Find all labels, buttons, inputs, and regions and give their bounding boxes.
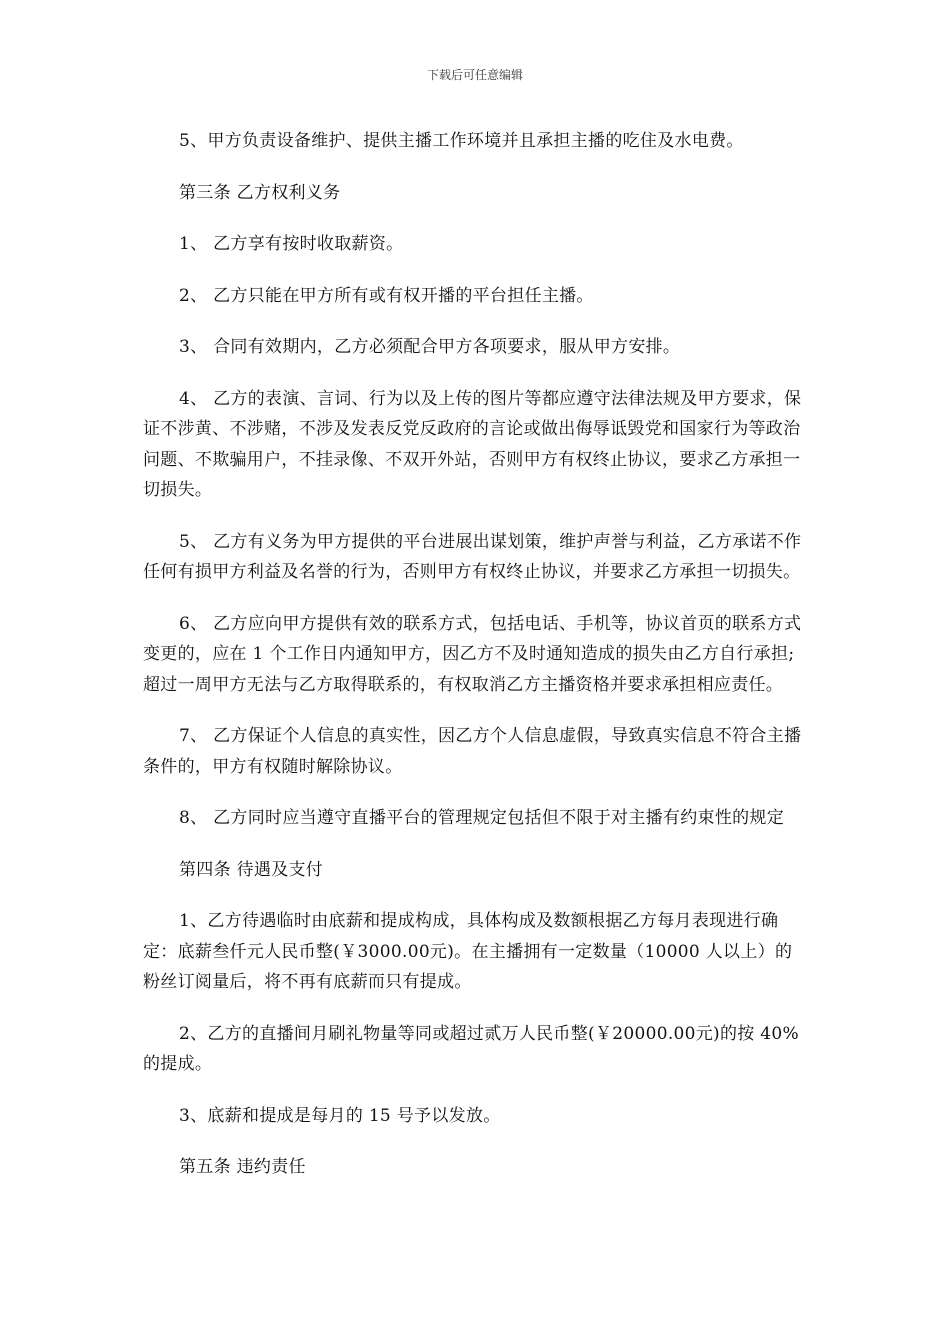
- paragraph-clause-3-item-2: 2、 乙方只能在甲方所有或有权开播的平台担任主播。: [179, 285, 594, 306]
- document-body: [143, 126, 807, 1204]
- page-header: 下载后可任意编辑: [426, 68, 523, 82]
- section-heading-article-5: 第五条 违约责任: [179, 1157, 306, 1177]
- paragraph-clause-3-item-7: 7、 乙方保证个人信息的真实性，因乙方个人信息虚假，导致真实信息不符合主播条件的，甲方有权随时解除协议。: [143, 726, 802, 777]
- section-heading-article-3: 第三条 乙方权利义务: [179, 182, 341, 203]
- paragraph-clause-3-item-6: 6、 乙方应向甲方提供有效的联系方式，包括电话、手机等，协议首页的联系方式变更的，应在 1 个工作日内通知甲方，因乙方不及时通知造成的损失由乙方自行承担;超过一周甲方无法与乙方取得联系的，有权取消乙方主播资格并要求承担相应责任。: [143, 613, 802, 695]
- paragraph-clause-4-item-3: 3、底薪和提成是每月的 15 号予以发放。: [179, 1105, 501, 1126]
- paragraph-clause-4-item-2: 2、乙方的直播间月刷礼物量等同或超过贰万人民币整(￥20000.00元)的按 40%的提成。: [143, 1023, 799, 1074]
- paragraph-clause-3-item-5: 5、 乙方有义务为甲方提供的平台进展出谋划策，维护声誉与利益，乙方承诺不作任何有损甲方利益及名誉的行为，否则甲方有权终止协议，并要求乙方承担一切损失。: [143, 531, 802, 582]
- paragraph-clause-2-item-5: 5、甲方负责设备维护、提供主播工作环境并且承担主播的吃住及水电费。: [179, 131, 744, 151]
- paragraph-clause-3-item-1: 1、 乙方享有按时收取薪资。: [179, 234, 404, 254]
- paragraph-clause-3-item-3: 3、 合同有效期内，乙方必须配合甲方各项要求，服从甲方安排。: [179, 337, 681, 357]
- paragraph-clause-3-item-4: 4、 乙方的表演、言词、行为以及上传的图片等都应遵守法律法规及甲方要求，保证不涉黄、不涉赌，不涉及发表反党反政府的言论或做出侮辱诋毁党和国家行为等政治问题、不欺骗用户，不挂录像、不双开外站，否则甲方有权终止协议，要求乙方承担一切损失。: [143, 388, 802, 500]
- section-heading-article-4: 第四条 待遇及支付: [179, 859, 324, 880]
- paragraph-clause-3-item-8: 8、 乙方同时应当遵守直播平台的管理规定包括但不限于对主播有约束性的规定: [179, 808, 785, 828]
- paragraph-clause-4-item-1: 1、乙方待遇临时由底薪和提成构成，具体构成及数额根据乙方每月表现进行确定：底薪叁仟元人民币整(￥3000.00元)。在主播拥有一定数量（10000 人以上）的粉丝订阅量后，将不再有底薪而只有提成。: [143, 911, 793, 992]
